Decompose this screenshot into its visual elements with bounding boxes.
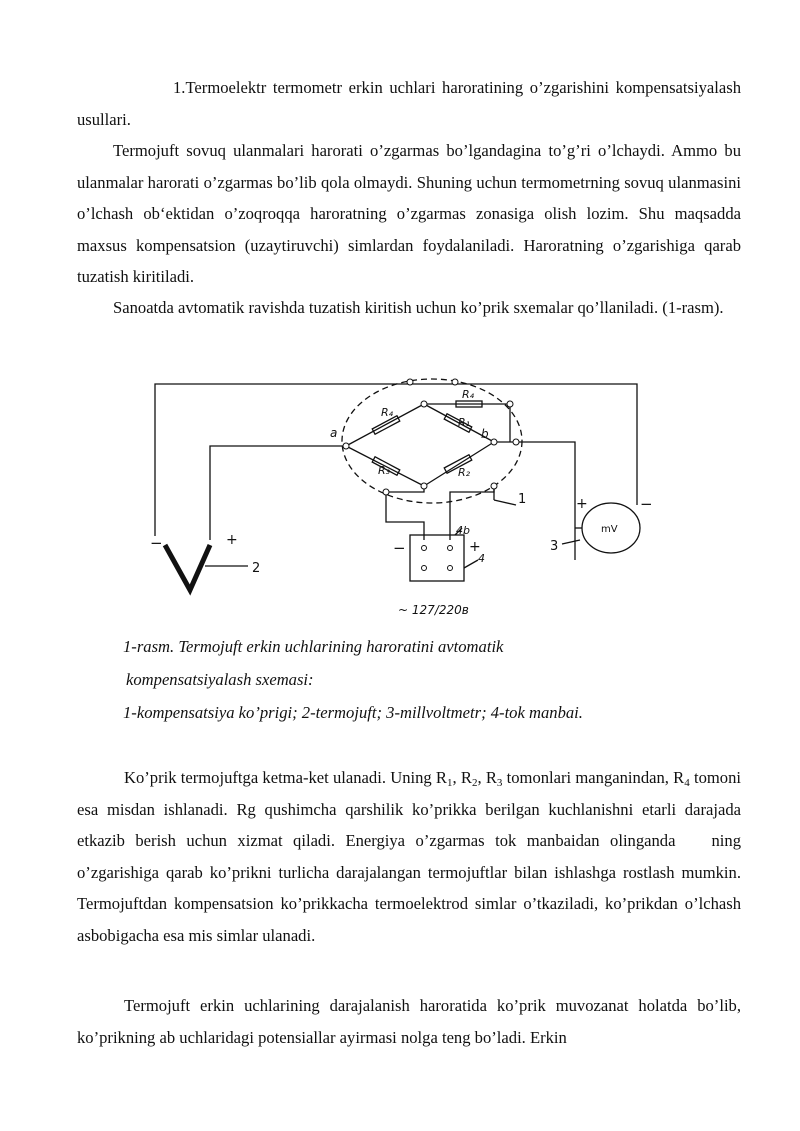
section-heading: 1.Termoelektr termometr erkin uchlari haroratining o’zgarishini kompensatsiyalash usullari. <box>77 78 741 129</box>
minus-left: − <box>150 534 163 552</box>
node-b <box>491 439 497 445</box>
pointer-1 <box>494 500 516 505</box>
thermocouple <box>165 545 210 590</box>
bridge-arm-r2 <box>424 442 494 486</box>
source-terminal <box>422 566 427 571</box>
pointer-4 <box>464 560 478 568</box>
paragraph-4: Termojuft erkin uchlarining darajalanish haroratida ko’prik muvozanat holatda bo’lib, ko’prikning ab uchlaridagi potensiallar ayirmasi nolga teng bo’ladi. Erkin <box>77 996 741 1047</box>
label-4: 4 <box>478 552 485 565</box>
wire-source-left <box>386 486 424 540</box>
source-terminal <box>448 546 453 551</box>
plus-left: + <box>226 532 238 548</box>
label-r4-left: R₄ <box>381 406 394 419</box>
label-r2: R₂ <box>458 466 471 479</box>
label-2: 2 <box>252 561 261 576</box>
label-3: 3 <box>550 539 559 554</box>
node-right-top <box>507 401 513 407</box>
minus-meter: − <box>640 495 653 513</box>
label-a: a <box>330 426 338 440</box>
plus-meter: + <box>576 496 588 512</box>
wire-to-a <box>210 446 346 540</box>
label-b: b <box>481 427 489 441</box>
label-r3: R₃ <box>378 464 391 477</box>
source-terminal <box>448 566 453 571</box>
node-b-outer <box>513 439 519 445</box>
node-bottom-right <box>491 483 497 489</box>
power-source-box <box>410 535 464 581</box>
pointer-3 <box>562 540 580 544</box>
paragraph-1: Termojuft sovuq ulanmalari harorati o’zgarmas bo’lgandagina to’g’ri o’lchaydi. Ammo bu ulanmalar harorati o’zgarmas bo’lib qola olmaydi. Shuning uchun termometrning sovuq ulanmasini o’lchash ob‘ektidan o’zoqroqqa haroratning o’zgarmas zonasiga olish lozim. Shu maqsadda maxsus kompensatsion (uzaytiruvchi) simlardan foydalaniladi. Haroratning o’zgarishiga qarab tuzatish kiritiladi. <box>77 141 741 286</box>
node-bridge-top <box>421 401 427 407</box>
node-top-1 <box>407 379 413 385</box>
label-r1: R₁ <box>458 416 471 429</box>
node-a <box>343 443 349 449</box>
plus-source: + <box>469 539 481 555</box>
caption-line-2: kompensatsiyalash sxemasi: <box>126 670 314 689</box>
paragraph-2: Sanoatda avtomatik ravishda tuzatish kiritish uchun ko’prik sxemalar qo’llaniladi. (1-rasm). <box>113 298 724 317</box>
paragraph-3: Ko’prik termojuftga ketma-ket ulanadi. Uning $R_1$, $R_2$, $R_3$ tomonlari manganindan, $R_4$ tomoni esa misdan ishlanadi. Rg qushimcha qarshilik ko’prikka berilgan kuchlanishni etarli darajada etkazib berish uchun xizmat qiladi. Energiya o’zgarmas tok manbaidan olinganda ning o’zgarishiga qarab ko’prikni turlicha darajalangan termojuftlar bilan ishlashga rostlash mumkin. Termojuftdan kompensatsion ko’prikkacha termoelektrod simlar o’tkaziladi, ko’prikdan o’lchash asbobigacha esa mis simlar ulanadi. <box>77 768 741 945</box>
caption-line-1: 1-rasm. Termojuft erkin uchlarining haroratini avtomatik <box>123 637 504 656</box>
label-4b: 4b <box>456 524 470 537</box>
source-terminal <box>422 546 427 551</box>
label-r4-top: R₄ <box>462 388 475 401</box>
node-top-2 <box>452 379 458 385</box>
compensation-bridge-diagram <box>0 360 800 620</box>
node-bottom-left <box>383 489 389 495</box>
supply-label: ~ 127/220в <box>398 603 469 617</box>
caption-line-3: 1-kompensatsiya ko’prigi; 2-termojuft; 3-millvoltmetr; 4-tok manbai. <box>123 703 583 722</box>
outer-wire <box>155 384 637 536</box>
minus-source: − <box>393 539 406 557</box>
meter-label: mV <box>601 524 618 535</box>
label-1: 1 <box>518 492 527 507</box>
node-bridge-bottom <box>421 483 427 489</box>
